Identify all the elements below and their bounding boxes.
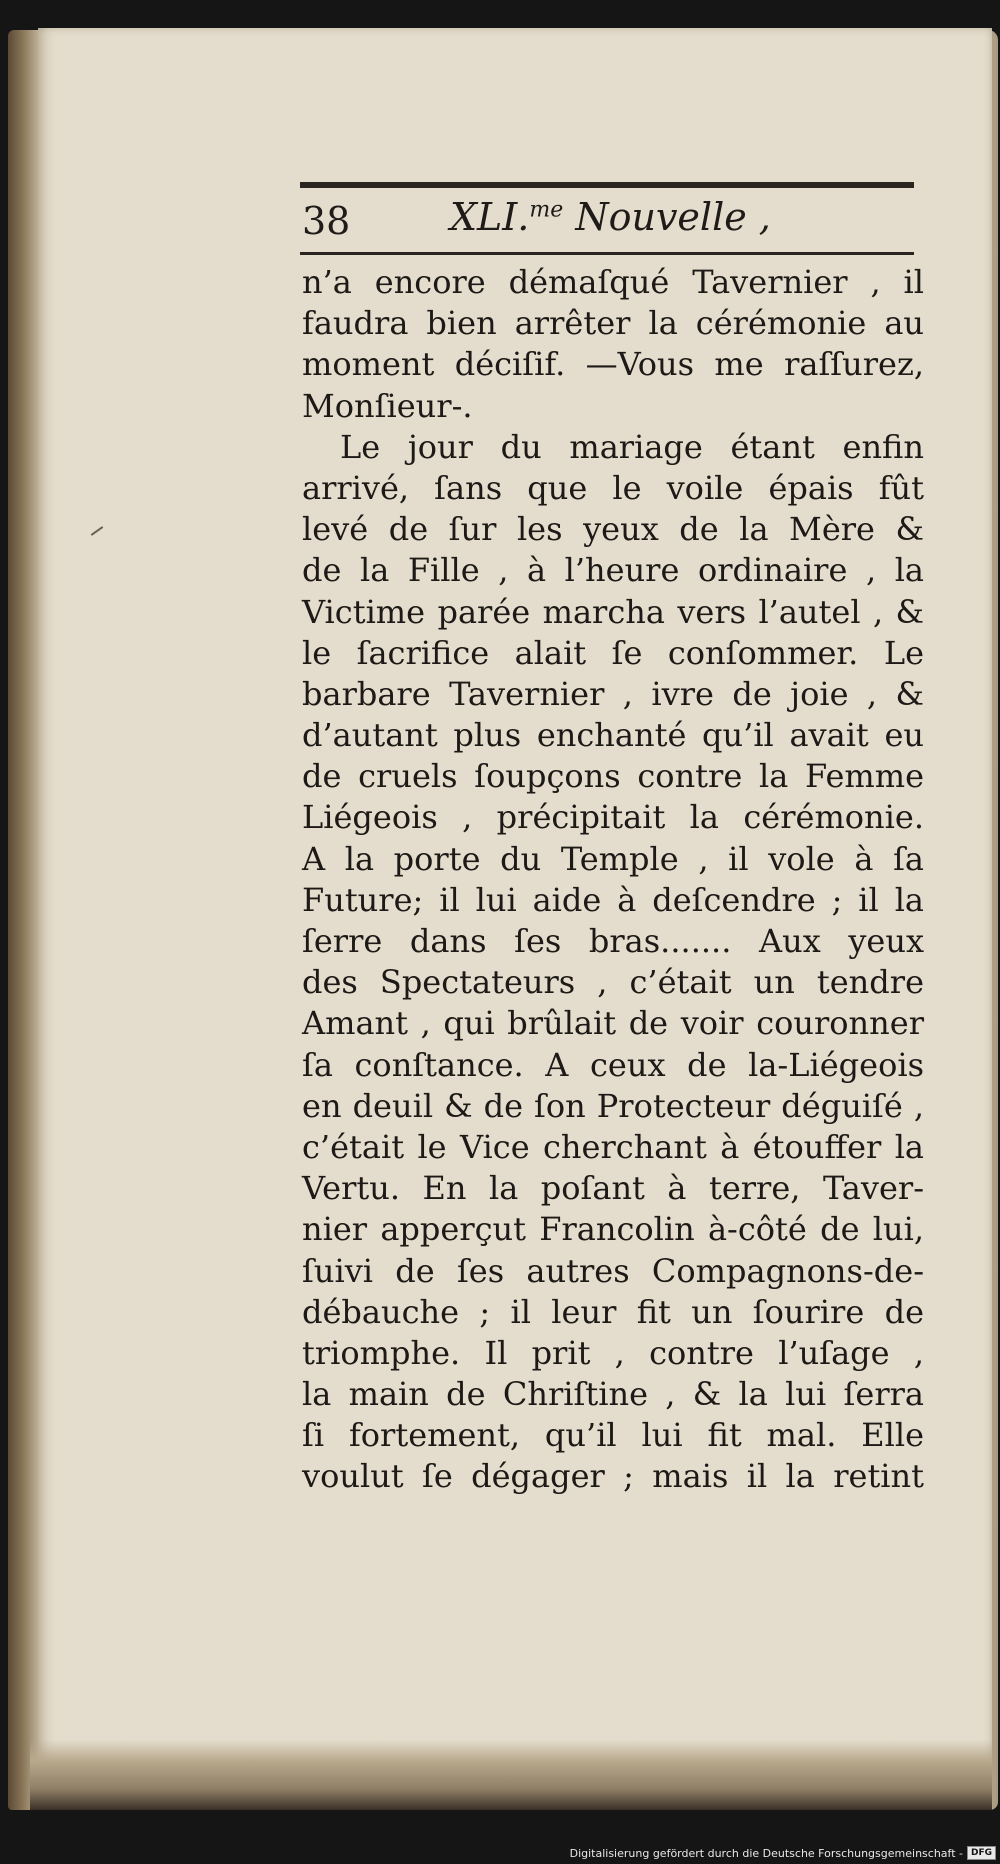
- digitization-credit: [570, 1846, 996, 1860]
- running-title: [450, 195, 771, 239]
- text-line: voulut ſe dégager ; mais il la retint: [302, 1457, 924, 1496]
- text-line: le ſacrifice alait ſe conſommer. Le: [302, 633, 924, 672]
- page-number: 38: [302, 199, 351, 243]
- text-line: Liégeois , précipitait la cérémonie.: [302, 798, 924, 837]
- text-line: la main de Chriſtine , & la lui ſerra: [302, 1375, 924, 1414]
- text-line: barbare Tavernier , ivre de joie , &: [302, 674, 924, 713]
- text-line: levé de ſur les yeux de la Mère &: [302, 510, 924, 549]
- text-line: de la Fille , à l’heure ordinaire , la: [302, 551, 924, 590]
- running-title-rest: Nouvelle ,: [563, 195, 771, 239]
- credit-text: Digitalisierung gefördert durch die Deutsche Forschungsgemeinschaft -: [569, 1846, 963, 1860]
- text-line: des Spectateurs , c’était un tendre: [302, 963, 924, 1002]
- text-line: Amant , qui brûlait de voir couronner: [302, 1004, 924, 1043]
- text-line: débauche ; il leur fit un ſourire de: [302, 1292, 924, 1331]
- text-line: Monſieur-.: [302, 386, 473, 425]
- dfg-logo: DFG: [967, 1846, 996, 1860]
- text-line: Victime parée marcha vers l’autel , &: [302, 592, 924, 631]
- running-title-main: XLI.: [450, 195, 530, 239]
- text-line: A la porte du Temple , il vole à ſa: [302, 839, 924, 878]
- text-line: triomphe. Il prit , contre l’uſage ,: [302, 1333, 924, 1372]
- body-text: [302, 262, 924, 1498]
- text-line: nier apperçut Francolin à-côté de lui,: [302, 1210, 924, 1249]
- running-title-superscript: me: [529, 197, 564, 223]
- text-line: arrivé, ſans que le voile épais fût: [302, 468, 924, 507]
- header-rule-bottom: [300, 252, 914, 255]
- text-line: ſi fortement, qu’il lui fit mal. Elle: [302, 1416, 924, 1455]
- text-line: d’autant plus enchanté qu’il avait eu: [302, 716, 924, 755]
- header-rule-top: [300, 182, 914, 188]
- text-line: ſerre dans ſes bras....... Aux yeux: [302, 922, 924, 960]
- text-line: Future; il lui aide à deſcendre ; il la: [302, 880, 924, 919]
- text-line: faudra bien arrêter la cérémonie au: [302, 304, 924, 343]
- text-line: en deuil & de ſon Protecteur déguiſé ,: [302, 1086, 924, 1125]
- text-line: n’a encore démaſqué Tavernier , il: [302, 263, 924, 301]
- text-line: c’était le Vice cherchant à étouffer la: [302, 1127, 924, 1166]
- running-head: [300, 180, 914, 260]
- text-line: Le jour du mariage étant enfin: [340, 427, 924, 466]
- text-line: de cruels ſoupçons contre la Femme: [302, 757, 924, 796]
- text-line: Vertu. En la poſant à terre, Taver-: [302, 1169, 924, 1208]
- text-line: ſa conſtance. A ceux de la-Liégeois: [302, 1045, 924, 1084]
- page-bottom-edge: [30, 1740, 992, 1810]
- text-line: moment déciſif. —Vous me raſſurez,: [302, 345, 924, 384]
- text-line: ſuivi de ſes autres Compagnons-de-: [302, 1251, 924, 1290]
